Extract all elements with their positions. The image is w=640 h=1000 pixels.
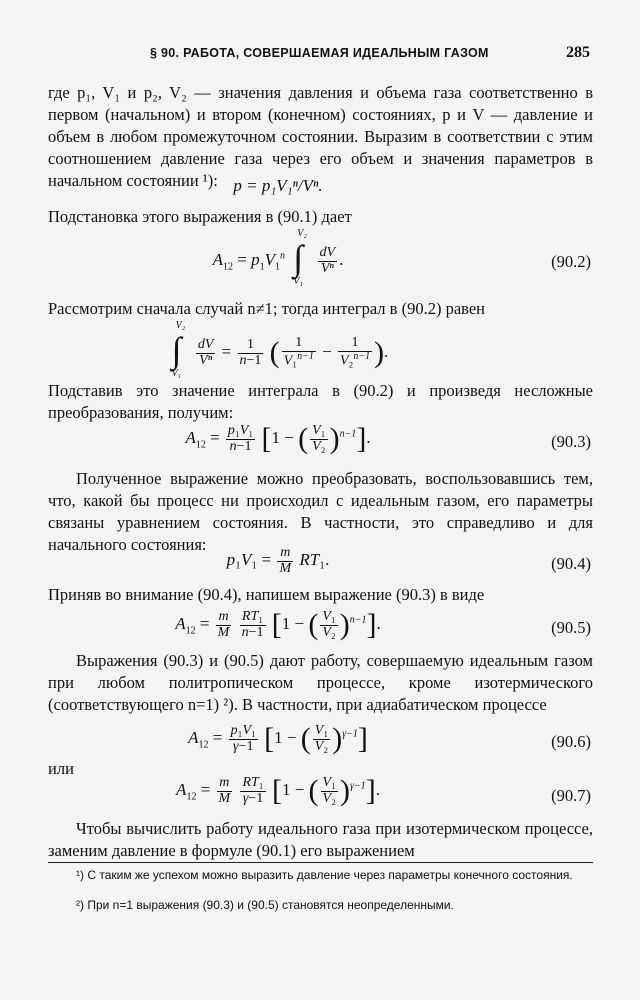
equation-90-3: $A_{12}$ = $\frac{\text{p₁V₁}}{n-1}$ [1 − ( $\frac{\text{V₁}}{\text{V₂}}$ )$^{n-1}$]. (90.3) (185, 422, 591, 455)
footnote-1-text: ¹) С таким же успехом можно выразить давление через параметры конечного состояния. (76, 868, 573, 882)
equation-90-2: $A_{12} = p_1V_1^n$ V₂ ∫ V₁ $\frac{dV}{\text{Vⁿ}}$ . (90.2) (212, 228, 591, 287)
equation-number-90-2: (90.2) (551, 252, 591, 271)
equation-number-90-4: (90.4) (551, 554, 591, 573)
footnote-1 (48, 868, 593, 883)
integral-equation: V₂ ∫ V₁ $\frac{dV}{\text{Vⁿ}}$ = $\frac{1}{n-1}$ ( $\frac{1}{V_1^{n-1}}$ − $\frac{1}{V_2^{n-1}}$ ). (171, 320, 389, 379)
equation-number-90-5: (90.5) (551, 618, 591, 637)
equation-number-90-7: (90.7) (551, 786, 591, 805)
paragraph-4: Подставив это значение интеграла в (90.2) и произведя несложные преобразования, получим: (48, 381, 593, 422)
paragraph-1: где p₁, V₁ и p₂, V₂ — значения давления и объема газа соответственно в первом (начальном) и втором (конечном) состояниях, p и V — давление и объем в любом промежуточном состоянии. Выразим в соответствии с этим соотношением давление газа через его объем и значения параметров в начальном состоянии ¹): (48, 83, 593, 190)
paragraph-2: Подстановка этого выражения в (90.1) дает (48, 207, 352, 226)
paragraph-8: или (48, 759, 74, 778)
equation-number-90-6: (90.6) (551, 732, 591, 751)
paragraph-6: Приняв во внимание (90.4), напишем выражение (90.3) в виде (48, 585, 485, 604)
equation-number-90-3: (90.3) (551, 432, 591, 451)
equation-90-6: $A_{12}$ = $\frac{\text{p₁V₁}}{\gamma-1}$ [1 − ( $\frac{\text{V₁}}{\text{V₂}}$ )$^{\gamma-1}$] (90.6) (188, 722, 591, 755)
footnote-2-text: ²) При n=1 выражения (90.3) и (90.5) становятся неопределенными. (76, 898, 454, 912)
equation-p-text: p = p₁V₁ⁿ/Vⁿ. (233, 176, 323, 195)
paragraph-9: Чтобы вычислить работу идеального газа при изотермическом процессе, заменим давление в формуле (90.1) его выражением (48, 819, 593, 860)
equation-90-7: $A_{12}$ = $\frac{m}{M}$ $\frac{\text{RT₁}}{\gamma-1}$ [1 − ( $\frac{\text{V₁}}{\text{V₂}}$ )$^{\gamma-1}$]. (90.7) (176, 774, 591, 807)
equation-90-5: $A_{12}$ = $\frac{m}{M}$ $\frac{\text{RT₁}}{n-1}$ [1 − ( $\frac{\text{V₁}}{\text{V₂}}$ )$^{n-1}$]. (90.5) (175, 608, 591, 641)
page-number: 285 (566, 44, 590, 61)
footnote-2 (48, 898, 593, 913)
footnote-separator (48, 862, 593, 863)
paragraph-7: Выражения (90.3) и (90.5) дают работу, совершаемую идеальным газом при любом политропическом процессе, кроме изотермического (соответствующего n=1) ²). В частности, при адиабатическом процессе (48, 651, 593, 714)
section-title: § 90. РАБОТА, СОВЕРШАЕМАЯ ИДЕАЛЬНЫМ ГАЗОМ (150, 46, 489, 60)
paragraph-5: Полученное выражение можно преобразовать, воспользовавшись тем, что, какой бы процесс ни происходил с идеальным газом, его параметры связаны уравнением состояния. В частности, это справедливо и для начального состояния: (48, 469, 593, 554)
paragraph-3: Рассмотрим сначала случай n≠1; тогда интеграл в (90.2) равен (48, 299, 485, 318)
running-header (150, 46, 590, 66)
equation-90-4: p₁V₁ = $\frac{m}{M}$ RT₁. (90.4) (226, 545, 591, 576)
